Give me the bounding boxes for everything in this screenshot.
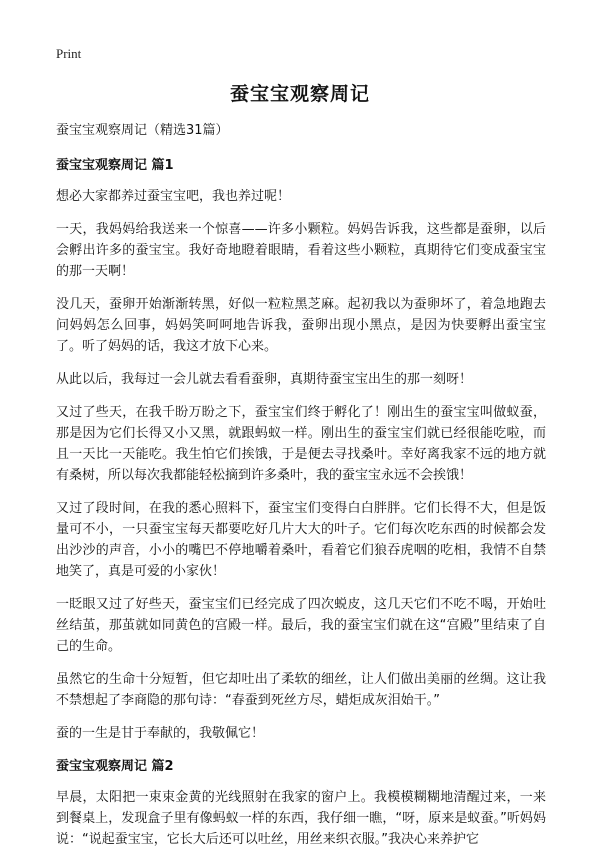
document-body: [56, 120, 546, 862]
paragraph: 一眨眼又过了好些天，蚕宝宝们已经完成了四次蜕皮，这几天它们不吃不喝，开始吐丝结茧，那茧就如同黄色的宫殿一样。最后，我的蚕宝宝们就在这“宫殿”里结束了自己的生命。: [56, 597, 546, 654]
section-heading: 蚕宝宝观察周记 篇1: [56, 158, 174, 173]
paragraph: 从此以后，我每过一会儿就去看看蚕卵，真期待蚕宝宝出生的那一刻呀！: [56, 372, 473, 387]
paragraph: 又过了段时间，在我的悉心照料下，蚕宝宝们变得白白胖胖。它们长得不大，但是饭量可不小，一只蚕宝宝每天都要吃好几片大大的叶子。它们每次吃东西的时候都会发出沙沙的声音，小小的嘴巴不停地嚼着桑叶，看着它们狼吞虎咽的吃相，我情不自禁地笑了，真是可爱的小家伙！: [56, 501, 546, 579]
paragraph: 想必大家都养过蚕宝宝吧，我也养过呢！: [56, 189, 291, 204]
paragraph: 蚕的一生是甘于奉献的，我敬佩它！: [56, 726, 265, 741]
paragraph: 没几天，蚕卵开始渐渐转黑，好似一粒粒黑芝麻。起初我以为蚕卵坏了，着急地跑去问妈妈怎么回事，妈妈笑呵呵地告诉我，蚕卵出现小黑点，是因为快要孵出蚕宝宝了。听了妈妈的话，我这才放下心来。: [56, 297, 546, 354]
paragraph: 又过了些天，在我千盼万盼之下，蚕宝宝们终于孵化了！刚出生的蚕宝宝叫做蚁蚕，那是因为它们长得又小又黑，就跟蚂蚁一样。刚出生的蚕宝宝们就已经很能吃啦，而且一天比一天能吃。我生怕它们挨饿，于是便去寻找桑叶。幸好离我家不远的地方就有桑树，所以每次我都能轻松摘到许多桑叶，我的蚕宝宝永远不会挨饿！: [56, 405, 546, 483]
paragraph: 虽然它的生命十分短暂，但它却吐出了柔软的细丝，让人们做出美丽的丝绸。这让我不禁想起了李商隐的那句诗：“春蚕到死丝方尽，蜡炬成灰泪始干。”: [56, 672, 546, 708]
paragraph: 一天，我妈妈给我送来一个惊喜——许多小颗粒。妈妈告诉我，这些都是蚕卵，以后会孵出许多的蚕宝宝。我好奇地瞪着眼睛，看着这些小颗粒，真期待它们变成蚕宝宝的那一天啊！: [56, 222, 546, 279]
print-link[interactable]: Print: [56, 46, 82, 61]
section-heading: 蚕宝宝观察周记 篇2: [56, 759, 174, 774]
document-title: 蚕宝宝观察周记: [229, 83, 370, 105]
document-subtitle: 蚕宝宝观察周记（精选31篇）: [56, 123, 229, 138]
paragraph: 早晨，太阳把一束束金黄的光线照射在我家的窗户上。我模模糊糊地清醒过来，一来到餐桌上，发现盒子里有像蚂蚁一样的东西，我仔细一瞧，“呀，原来是蚁蚕。”听妈妈说：“说起蚕宝宝，它长大后还可以吐丝，用丝来织衣服。”我决心来养护它: [56, 790, 546, 847]
